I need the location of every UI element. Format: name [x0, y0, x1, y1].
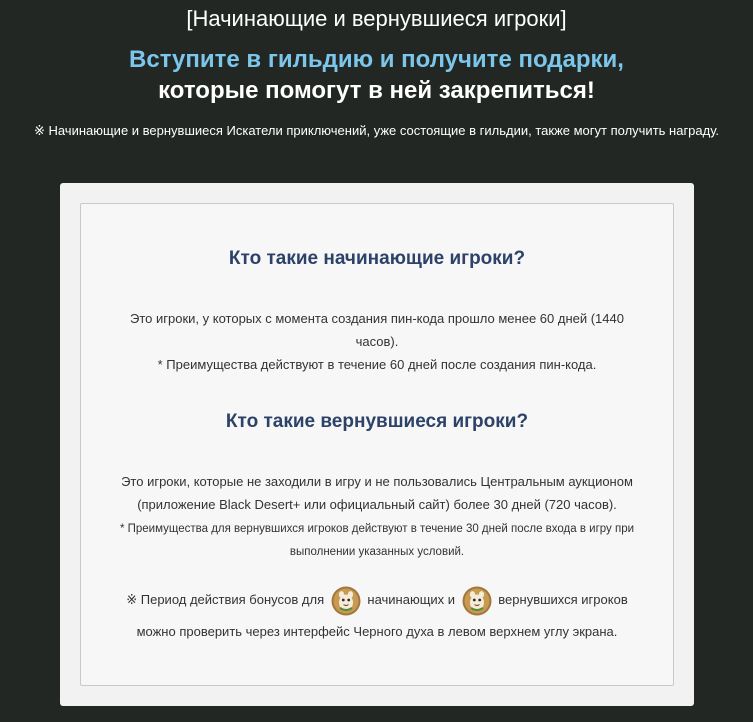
returning-desc-line2: (приложение Black Desert+ или официальный сайт) более 30 дней (720 часов).: [137, 497, 617, 512]
eligibility-note: ※ Начинающие и вернувшиеся Искатели приключений, уже состоящие в гильдии, также могут получить награду.: [33, 123, 720, 138]
newcomers-desc-line1: Это игроки, у которых с момента создания пин-кода прошло менее 60 дней (1440: [130, 311, 624, 326]
info-panel: [60, 183, 694, 706]
headline-rest: которые помогут в ней закрепиться!: [158, 77, 595, 104]
newcomers-benefit: * Преимущества действуют в течение 60 дней после создания пин-кода.: [157, 357, 597, 372]
newcomers-description: [97, 307, 657, 376]
newcomers-desc-line2: часов).: [355, 334, 399, 349]
returning-benefit: [97, 518, 657, 564]
black-spirit-icon: [331, 586, 361, 616]
newcomers-title: Кто такие начинающие игроки?: [228, 248, 526, 269]
event-eyebrow: [Начинающие и вернувшиеся игроки]: [186, 6, 567, 31]
bonus-suffix: вернувшихся игроков: [498, 592, 628, 607]
bonus-note: [91, 584, 663, 648]
black-spirit-icon: [462, 586, 492, 616]
returning-benefit-line2: выполнении указанных условий.: [289, 546, 465, 558]
bonus-note-line1: [91, 584, 663, 616]
returning-description: [97, 470, 657, 516]
returning-title: Кто такие вернувшиеся игроки?: [225, 411, 529, 432]
returning-benefit-line1: * Преимущества для вернувшихся игроков действуют в течение 30 дней после входа в игру при: [119, 523, 635, 535]
headline: [0, 44, 753, 106]
bonus-prefix: ※ Период действия бонусов для: [126, 592, 325, 607]
headline-accent: Вступите в гильдию и получите подарки,: [129, 46, 624, 73]
bonus-note-line2: можно проверить через интерфейс Черного духа в левом верхнем углу экрана.: [136, 624, 618, 639]
bonus-middle: начинающих и: [367, 592, 456, 607]
info-panel-inner: [80, 203, 674, 686]
returning-desc-line1: Это игроки, которые не заходили в игру и не пользовались Центральным аукционом: [121, 474, 633, 489]
